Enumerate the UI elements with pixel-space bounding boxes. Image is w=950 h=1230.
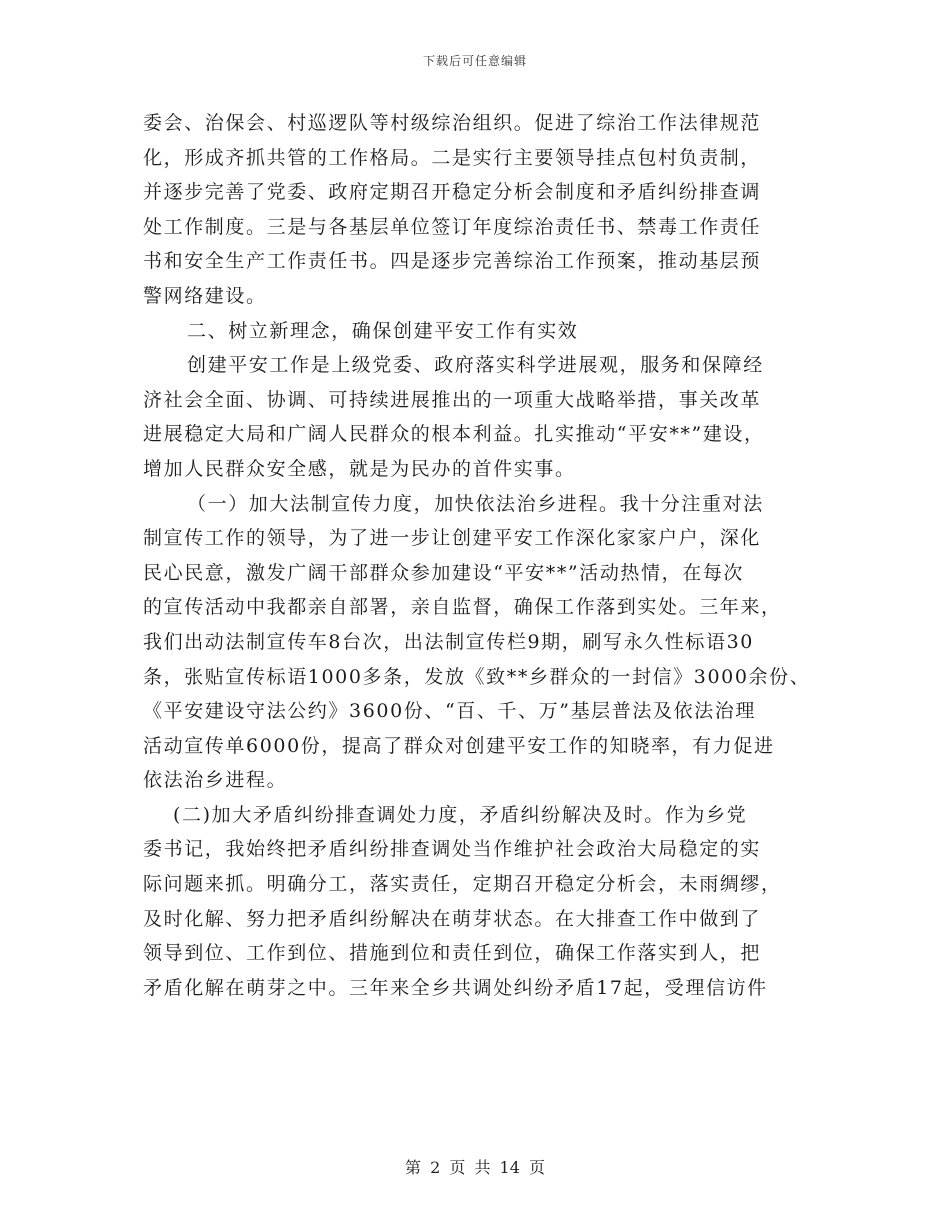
page-header: 下载后可任意编辑: [422, 54, 527, 68]
text-line: 创建平安工作是上级党委、政府落实科学进展观，服务和保障经: [187, 354, 764, 377]
text-line: 我们出动法制宣传车8台次，出法制宣传栏9期，刷写永久性标语30: [143, 630, 754, 653]
text-line: 二、树立新理念，确保创建平安工作有实效: [187, 319, 579, 342]
text-line: 制宣传工作的领导，为了进一步让创建平安工作深化家家户户，深化: [143, 527, 762, 550]
text-line: (二)加大矛盾纠纷排查调处力度，矛盾纠纷解决及时。作为乡党: [173, 803, 748, 826]
text-line: 委书记，我始终把矛盾纠纷排查调处当作维护社会政治大局稳定的实: [143, 838, 762, 861]
text-line: 矛盾化解在萌芽之中。三年来全乡共调处纠纷矛盾17起，受理信访件: [143, 976, 768, 999]
text-line: （一）加大法制宣传力度，加快依法治乡进程。我十分注重对法: [187, 492, 764, 515]
text-line: 济社会全面、协调、可持续进展推出的一项重大战略举措，事关改革: [143, 388, 762, 411]
text-line: 书和安全生产工作责任书。四是逐步完善综治工作预案，推动基层预: [143, 250, 762, 273]
text-line: 际问题来抓。明确分工，落实责任，定期召开稳定分析会，未雨绸缪，: [143, 873, 782, 896]
document-body: [143, 106, 813, 1005]
text-line: 领导到位、工作到位、措施到位和责任到位，确保工作落实到人，把: [143, 942, 762, 965]
text-line: 《平安建设守法公约》3600份、“百、千、万”基层普法及依法治理: [143, 700, 756, 723]
text-line: 的宣传活动中我都亲自部署，亲自监督，确保工作落到实处。三年来，: [143, 596, 782, 619]
text-line: 增加人民群众安全感，就是为民办的首件实事。: [143, 457, 576, 480]
text-line: 活动宣传单6000份，提高了群众对创建平安工作的知晓率，有力促进: [143, 734, 775, 757]
text-line: 民心民意，激发广阔干部群众参加建设“平安**”活动热情，在每次: [143, 561, 745, 584]
text-line: 化，形成齐抓共管的工作格局。二是实行主要领导挂点包村负责制，: [143, 146, 762, 169]
text-line: 及时化解、努力把矛盾纠纷解决在萌芽状态。在大排查工作中做到了: [143, 907, 762, 930]
text-line: 条，张贴宣传标语1000多条，发放《致**乡群众的一封信》3000余份、: [143, 665, 811, 688]
text-line: 委会、治保会、村巡逻队等村级综治组织。促进了综治工作法律规范: [143, 112, 762, 134]
text-line: 并逐步完善了党委、政府定期召开稳定分析会制度和矛盾纠纷排查调: [143, 181, 762, 204]
text-line: 处工作制度。三是与各基层单位签订年度综治责任书、禁毒工作责任: [143, 215, 762, 238]
text-line: 警网络建设。: [143, 284, 267, 307]
text-line: 进展稳定大局和广阔人民群众的根本利益。扎实推动“平安**”建设，: [143, 423, 765, 446]
page-footer: 第 2 页 共 14 页: [405, 1158, 545, 1177]
text-line: 依法治乡进程。: [143, 769, 288, 792]
